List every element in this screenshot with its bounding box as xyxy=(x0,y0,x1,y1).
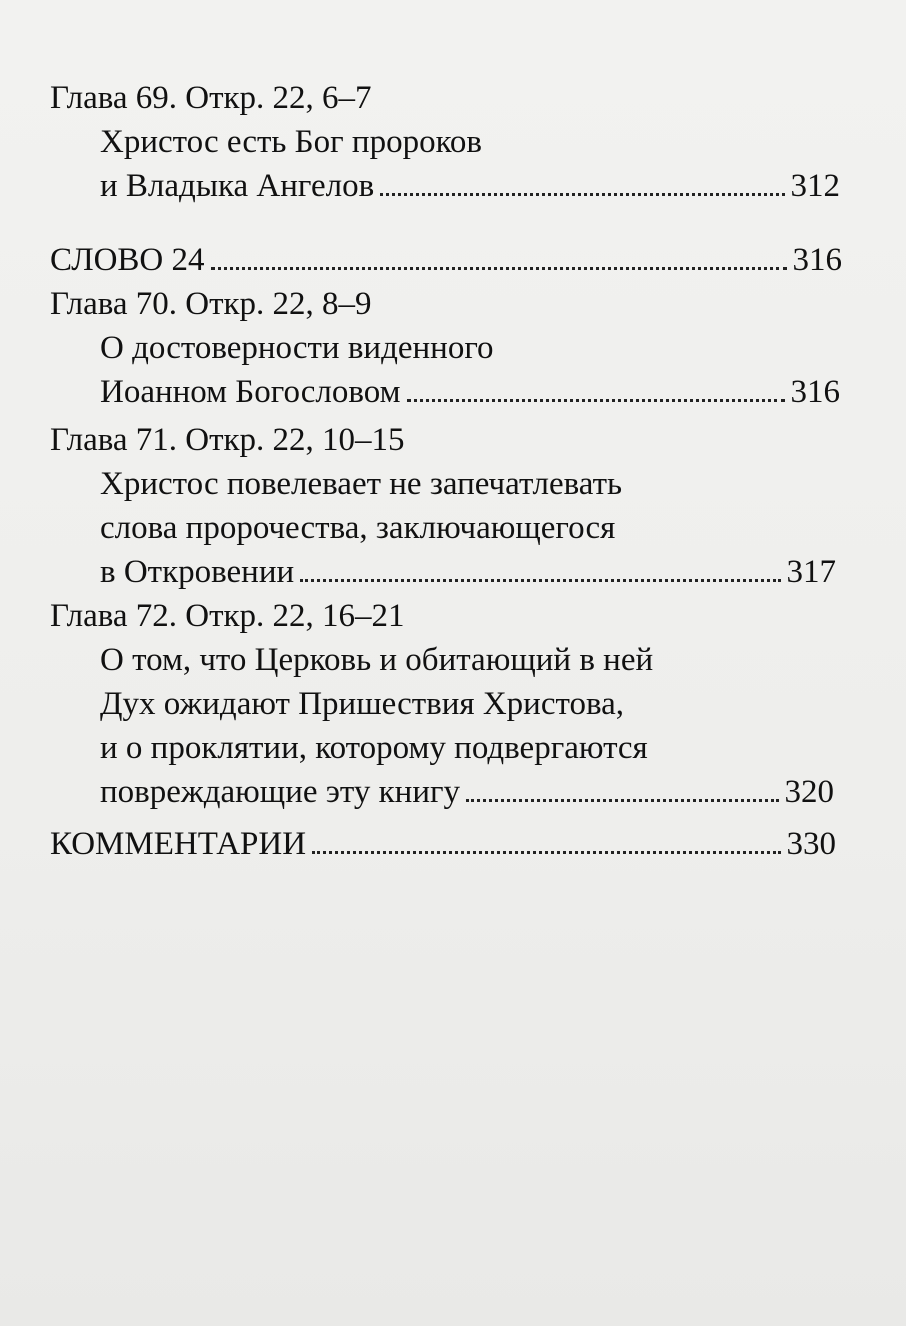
chapter-title-line: Христос есть Бог пророков xyxy=(100,124,483,160)
chapter-title-line: Христос повелевает не запечатлевать xyxy=(100,466,623,502)
chapter-title-line: Иоанном Богословом xyxy=(100,374,401,410)
dot-leader xyxy=(466,799,778,802)
toc-entry-69[interactable] xyxy=(100,164,840,208)
chapter-title-line: и о проклятии, которому подвергаются xyxy=(100,730,648,766)
chapter-title-line: О том, что Церковь и обитающий в ней xyxy=(100,642,654,678)
page-number: 316 xyxy=(792,242,842,278)
toc-entry-commentary[interactable] xyxy=(50,822,836,866)
chapter-title-line: в Откровении xyxy=(100,554,295,590)
dot-leader xyxy=(407,399,785,402)
chapter-heading-70: Глава 70. Откр. 22, 8–9 xyxy=(50,286,372,322)
page-number: 316 xyxy=(790,374,840,410)
toc-entry-72[interactable] xyxy=(100,770,834,814)
chapter-title-line: и Владыка Ангелов xyxy=(100,168,375,204)
dot-leader xyxy=(380,193,784,196)
section-heading: СЛОВО 24 xyxy=(50,242,205,278)
chapter-heading-71: Глава 71. Откр. 22, 10–15 xyxy=(50,422,405,458)
chapter-title-line: О достоверности виденного xyxy=(100,330,494,366)
chapter-title-line: Дух ожидают Пришествия Христова, xyxy=(100,686,625,722)
toc-entry-71[interactable] xyxy=(100,550,836,594)
page-number: 330 xyxy=(786,826,836,862)
dot-leader xyxy=(211,267,787,270)
page-number: 320 xyxy=(784,774,834,810)
toc-entry-slovo-24[interactable] xyxy=(50,238,842,282)
chapter-heading-72: Глава 72. Откр. 22, 16–21 xyxy=(50,598,405,634)
toc-entry-70[interactable] xyxy=(100,370,840,414)
chapter-title-line: повреждающие эту книгу xyxy=(100,774,461,810)
chapter-heading-69: Глава 69. Откр. 22, 6–7 xyxy=(50,80,372,116)
chapter-title-line: слова пророчества, заключающегося xyxy=(100,510,616,546)
section-heading: КОММЕНТАРИИ xyxy=(50,826,307,862)
dot-leader xyxy=(312,851,780,854)
page-number: 317 xyxy=(786,554,836,590)
page-number: 312 xyxy=(790,168,840,204)
dot-leader xyxy=(300,579,780,582)
